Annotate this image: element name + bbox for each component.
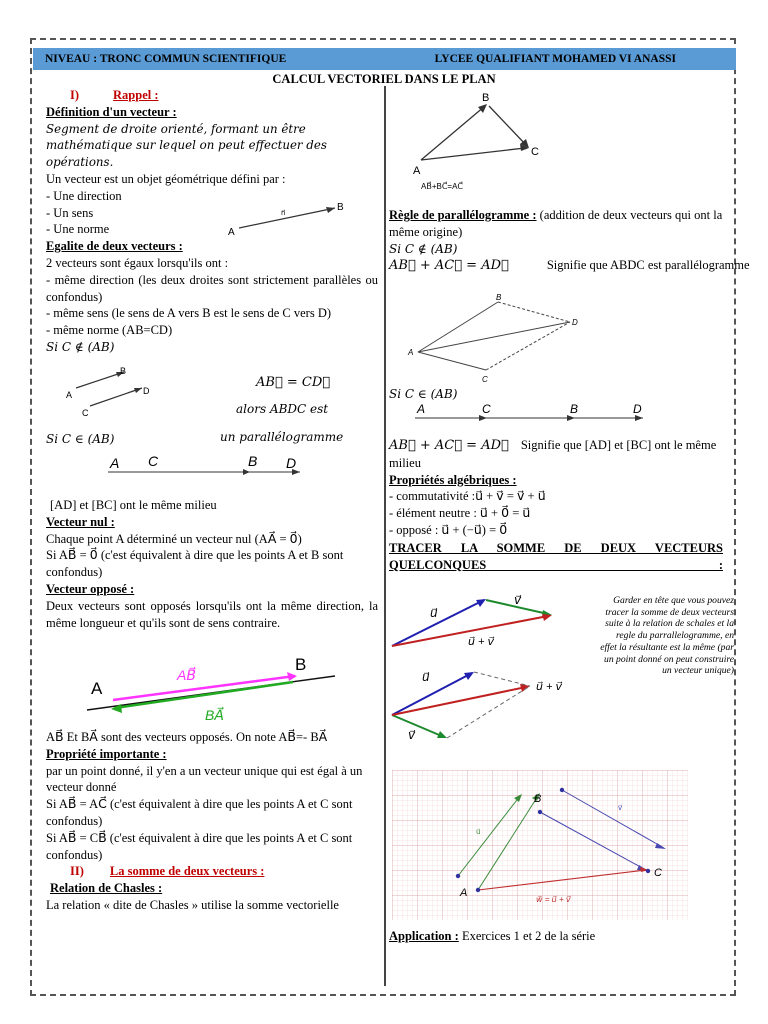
label-b: B (120, 366, 127, 376)
equality-sens: - même sens (le sens de A vers B est le sens de C vers D) (46, 306, 332, 321)
vector-ac (421, 148, 525, 160)
label-b: B (570, 402, 579, 416)
label-w-equation: w⃗ = u⃗ + v⃗ (536, 895, 571, 904)
label-b: B (337, 202, 344, 213)
point-u-start (456, 874, 460, 878)
equal-vectors-figure (60, 362, 160, 422)
label-u: u⃗ (422, 670, 430, 684)
parallelogramme-text: un parallélogramme (220, 430, 344, 444)
sens-item: - Un sens (46, 205, 94, 220)
parallelogram-rule-heading: Règle de parallélogramme : (389, 208, 537, 222)
vector-bc (489, 106, 527, 146)
left-column-mid (46, 497, 378, 631)
label-ab-vector: AB⃗ (177, 667, 196, 683)
vector-line (239, 208, 335, 228)
vector-ab-line (76, 372, 124, 388)
equality-intro: 2 vecteurs sont égaux lorsqu'ils ont : (46, 255, 229, 270)
property-si-2: Si AB⃗ = CB⃗ (c'est équivalent à dire que les points A et C sont confondus) (46, 830, 353, 862)
header-school: LYCEE QUALIFIANT MOHAMED VI ANASSI (434, 53, 676, 65)
vector-ab (421, 106, 485, 160)
commutativity: - commutativité :u⃗ + v⃗ = v⃗ + u⃗ (389, 489, 546, 504)
if-c-in-ab-left: Si C ∈ (AB) (46, 432, 115, 446)
label-u: u⃗ (476, 829, 481, 836)
side-bd (498, 302, 570, 322)
vector-v-arrow (392, 715, 444, 737)
arrowhead (542, 614, 552, 621)
label-b: B (482, 92, 490, 104)
label-a: A (408, 348, 414, 357)
label-u-plus-v: u⃗ + v⃗ (536, 681, 563, 693)
vector-cd-line (90, 388, 142, 406)
dashed-side-1 (474, 672, 530, 686)
alors-text: alors ABDC est (236, 402, 329, 416)
definition-heading: Définition d'un vecteur : (46, 104, 177, 119)
vector-sum-arrow (392, 687, 526, 715)
label-a: A (460, 887, 468, 899)
point-c (646, 869, 650, 873)
chasles-text: La relation « dite de Chasles » utilise la somme vectorielle (46, 897, 339, 912)
tracer-heading: TRACER LA SOMME DE DEUX VECTEURS QUELCONQUES : (389, 540, 723, 572)
label-d: D (286, 455, 297, 471)
label-b: B (248, 453, 258, 469)
header-level: NIVEAU : TRONC COMMUN SCIENTIFIQUE (45, 53, 287, 65)
if-c-not-in-ab-right: Si C ∉ (AB) (389, 241, 458, 256)
label-u: u⃗ (430, 606, 438, 620)
opposite-vector-text: Deux vecteurs sont opposés lorsqu'ils ont la même direction, la même longueur et qu'ils sont de sens contraire. (46, 598, 378, 630)
parallelogram-figure (400, 290, 600, 386)
application-line (389, 928, 751, 945)
label-n: n⃗ (281, 210, 286, 217)
left-column-bottom (46, 729, 378, 914)
opposite-vectors-figure (85, 652, 345, 724)
label-d: D (633, 402, 642, 416)
label-b: B (295, 655, 307, 674)
opposite-property: - opposé : u⃗ + (−u⃗) = 0⃗ (389, 522, 508, 537)
label-c: C (82, 408, 89, 418)
arrowhead (326, 207, 335, 213)
label-v: v⃗ (514, 593, 522, 607)
section2-number: II) (70, 864, 84, 879)
section2-title: La somme de deux vecteurs : (109, 864, 265, 879)
vector-ab-arrow (113, 676, 295, 700)
equality-direction: - même direction (les deux droites sont strictement parallèles ou confondus) (46, 272, 378, 304)
right-column-mid (389, 437, 723, 573)
column-divider (384, 86, 386, 986)
chasles-heading: Relation de Chasles : (50, 881, 163, 896)
label-c: C (531, 146, 539, 158)
definition-text: Segment de droite orienté, formant un être mathématique sur lequel on peut effectuer des opérations. (46, 121, 327, 170)
arrowhead (134, 388, 142, 393)
point-b (538, 810, 542, 814)
null-vector-si: Si AB⃗ = 0⃗ (c'est équivalent à dire que les points A et B sont confondus) (46, 548, 344, 580)
if-c-not-in-ab: Si C ∉ (AB) (46, 339, 115, 354)
collinear-figure-left (100, 452, 310, 480)
label-a: A (228, 227, 235, 238)
label-v: v⃗ (408, 728, 416, 742)
norme-item: - Une norme (46, 222, 110, 237)
if-c-in-ab-right: Si C ∈ (AB) (389, 387, 458, 401)
equality-norme: - même norme (AB=CD) (46, 323, 173, 338)
section1-number: I) (70, 88, 80, 102)
point-a (476, 888, 480, 892)
collinear-figure-right (405, 402, 651, 428)
label-u-plus-v: u⃗ + v⃗ (468, 636, 495, 648)
vector-figure-ab (225, 198, 355, 238)
label-a: A (110, 455, 120, 471)
label-d: D (143, 386, 150, 396)
arrowhead (437, 731, 447, 738)
application-text: Exercices 1 et 2 de la série (461, 929, 596, 943)
object-text: Un vecteur est un objet géométrique défini par : (46, 171, 286, 186)
chasles-triangle-figure (405, 88, 565, 196)
sum-parallelogram-figure (388, 665, 593, 745)
opposite-vector-heading: Vecteur opposé : (46, 581, 135, 596)
null-vector-text: Chaque point A déterminé un vecteur nul (AA⃗ = 0⃗) (46, 531, 302, 546)
page-title: CALCUL VECTORIEL DANS LE PLAN (272, 72, 496, 86)
important-property-text: par un point donné, il y'en a un vecteur unique qui est égal à un vecteur donné (46, 763, 363, 795)
label-a: A (91, 679, 103, 698)
equation-1-text: Signifie que ABDC est parallélogramme (546, 258, 750, 273)
right-column-top (389, 207, 751, 275)
label-c: C (482, 375, 488, 384)
label-ba-vector: BA⃗ (205, 707, 224, 723)
arrowhead (478, 104, 487, 113)
property-si-1: Si AB⃗ = AC⃗ (c'est équivalent à dire que les points A et C sont confondus) (46, 797, 353, 828)
header-bar (33, 48, 736, 70)
label-a: A (417, 402, 426, 416)
label-a: A (413, 165, 421, 177)
label-b: B (496, 293, 502, 302)
label-d: D (572, 318, 578, 327)
vector-u-arrow (392, 673, 472, 715)
label-b: B (534, 793, 542, 805)
label-c: C (482, 402, 491, 416)
equation-sum-1: AB⃗ + AC⃗ = AD⃗ (389, 258, 509, 274)
dashed-side-2 (447, 686, 530, 738)
label-c: C (654, 867, 662, 879)
label-v: v⃗ (618, 805, 623, 812)
grid-construction-figure (392, 770, 688, 920)
sum-chasles-figure (388, 590, 593, 655)
section1-title: Rappel : (113, 88, 159, 102)
tip-note: Garder en tête que vous pouvez tracer la somme de deux vecteurs suite à la relation de schales et la regle du parrallelogramme, en effet la résultante est la même (par un point donné on peut construire un vecteur unique) (600, 595, 734, 677)
parallelogram-rule-text: (addition de deux vecteurs qui ont la même origine) (389, 208, 723, 239)
same-midpoint-text: [AD] et [BC] ont le même milieu (50, 498, 217, 512)
equation-2-text: Signifie que [AD] et [BC] ont le même milieu (389, 438, 717, 470)
arrowhead (243, 469, 250, 475)
equality-heading: Egalite de deux vecteurs : (46, 239, 183, 254)
point-v-start (560, 788, 564, 792)
direction-item: - Une direction (46, 188, 122, 203)
side-cd (486, 322, 570, 370)
equation-ab-cd: AB⃗ = CD⃗ (256, 375, 331, 390)
chasles-formula: AB⃗+BC⃗=AC⃗ (421, 182, 464, 191)
null-vector-heading: Vecteur nul : (46, 514, 115, 529)
neutral-element: - élément neutre : u⃗ + 0⃗ = u⃗ (389, 506, 531, 521)
important-property-heading: Propriété importante : (46, 746, 167, 761)
application-heading: Application : (389, 929, 459, 943)
diagonal-ad (418, 322, 570, 352)
equation-sum-2: AB⃗ + AC⃗ = AD⃗ (389, 438, 509, 453)
label-c: C (148, 453, 159, 469)
label-a: A (66, 390, 73, 400)
opposite-note: AB⃗ Et BA⃗ sont des vecteurs opposés. On note AB⃗=- BA⃗ (46, 730, 328, 744)
side-ac (418, 352, 486, 370)
algebraic-properties-heading: Propriétés algébriques : (389, 472, 517, 487)
